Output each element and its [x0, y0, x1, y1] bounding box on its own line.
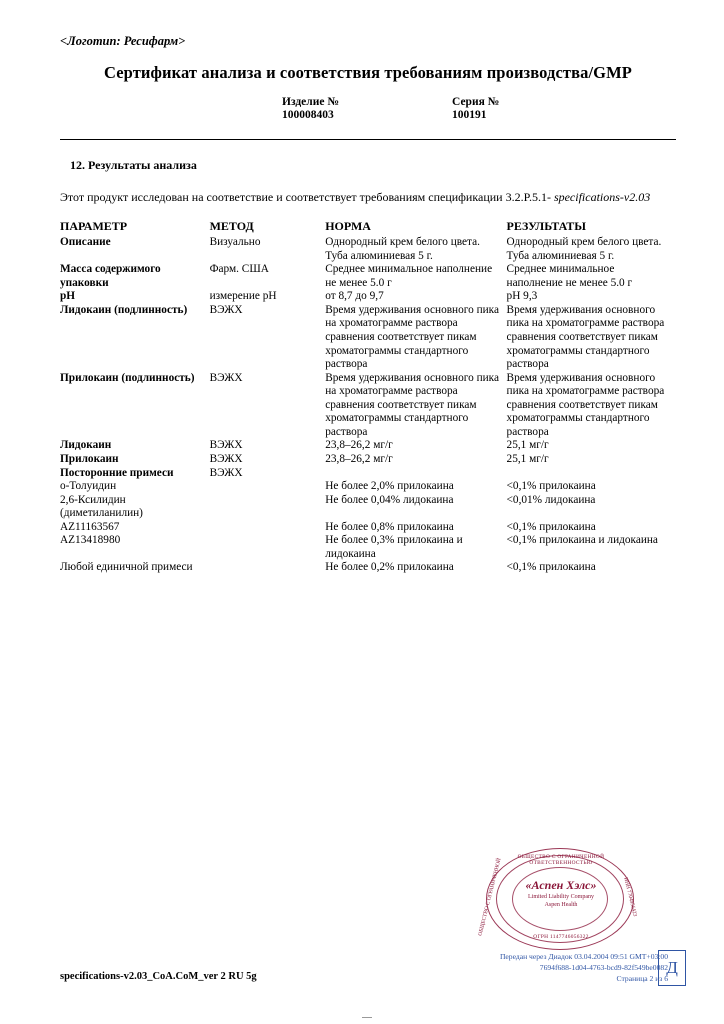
row-norm: Время удерживания основного пика на хроматограмме раствора сравнения соответствует пикам хроматограммы стандартного раствора: [325, 371, 499, 438]
row-result: [507, 467, 676, 481]
table-row: [60, 439, 676, 453]
seal-outer-ring: [486, 848, 634, 950]
page-title: Сертификат анализа и соответствия требованиям производства/GMP: [104, 63, 632, 82]
row-norm: Не более 0,2% прилокаина: [325, 561, 454, 574]
row-method: измерение pH: [209, 290, 277, 303]
intro-paragraph: [60, 189, 651, 205]
row-method: [210, 480, 326, 494]
row-result: <0,1% прилокаина и лидокаина: [506, 534, 658, 547]
product-number-block: [282, 96, 452, 121]
seal-subtitle-1: Limited Liability Company: [528, 894, 594, 900]
row-result: <0,1% прилокаина: [506, 561, 596, 574]
row-parameter: Любой единичной примеси: [60, 561, 193, 574]
row-method: Визуально: [209, 236, 261, 249]
row-result: Среднее минимальное наполнение не менее 5.0 г: [506, 263, 633, 289]
results-table: [60, 219, 676, 575]
row-method: ВЭЖХ: [209, 466, 243, 479]
transmission-line-2: 7694f688-1d04-4763-bcd9-82f549be0082: [539, 963, 668, 972]
column-header-norm: НОРМА: [325, 218, 371, 233]
batch-number-label: Серия №: [452, 95, 500, 108]
row-parameter: Прилокаин: [60, 452, 119, 465]
column-header-method: МЕТОД: [209, 218, 254, 233]
row-parameter: Масса содержимого упаковки: [60, 263, 161, 289]
table-row: [60, 372, 676, 440]
diadoc-stamp-icon: Д: [658, 950, 686, 986]
row-parameter: Лидокаин (подлинность): [60, 303, 188, 316]
seal-arc-left-text: ОБЩЕСТВО С ОГРАНИЧЕННОЙ: [477, 857, 503, 937]
batch-number-block: [452, 96, 622, 121]
table-row: [60, 263, 676, 290]
row-norm: [325, 467, 506, 481]
table-row: [60, 290, 676, 304]
intro-line-2: specifications-v2.03: [553, 189, 651, 204]
product-number-label: Изделие №: [282, 95, 339, 108]
table-row: [60, 453, 676, 467]
table-row: [60, 304, 676, 372]
seal-company-name: «Аспен Хэлс»: [525, 878, 597, 892]
row-method: [210, 521, 326, 535]
row-norm: от 8,7 до 9,7: [325, 290, 384, 303]
row-norm: Среднее минимальное наполнение не менее 5.0 г: [325, 263, 493, 289]
company-seal-stamp: [477, 848, 638, 952]
seal-subtitle-2: Aspen Health: [544, 902, 578, 908]
row-result: 25,1 мг/г: [506, 439, 549, 452]
row-norm: 23,8–26,2 мг/г: [325, 452, 393, 465]
row-method: Фарм. США: [209, 263, 269, 276]
table-row: [60, 561, 676, 575]
row-method: ВЭЖХ: [209, 452, 243, 465]
row-result: 25,1 мг/г: [506, 452, 549, 465]
header-divider: [60, 139, 676, 140]
intro-line-1: Этот продукт исследован на соответствие и соответствует требованиям спецификации 3.2.P.5.1-: [60, 189, 551, 204]
row-parameter: Описание: [60, 236, 111, 249]
row-parameter: 2,6-Ксилидин (диметиланилин): [60, 493, 143, 520]
row-norm: Однородный крем белого цвета. Туба алюминиевая 5 г.: [325, 236, 480, 262]
transmission-page-number: Страница 2 из 6: [616, 974, 668, 983]
row-method: [210, 494, 326, 521]
row-result: <0,1% прилокаина: [506, 480, 596, 493]
row-parameter: Лидокаин: [60, 439, 112, 452]
row-result: <0,01% лидокаина: [506, 493, 596, 506]
row-norm: Не более 0,3% прилокаина и лидокаина: [325, 534, 463, 560]
table-row: [60, 236, 676, 263]
identifiers-row: [60, 96, 676, 121]
row-parameter: Посторонние примеси: [60, 466, 174, 479]
table-row: [60, 521, 676, 535]
company-logo-placeholder: <Логотип: Ресифарм>: [60, 34, 186, 48]
row-parameter: AZ13418980: [60, 534, 121, 547]
row-result: Однородный крем белого цвета. Туба алюминиевая 5 г.: [506, 236, 662, 262]
row-result: Время удерживания основного пика на хроматограмме раствора сравнения соответствует пикам хроматограммы стандартного раствора: [506, 303, 665, 371]
row-result: <0,1% прилокаина: [506, 520, 596, 533]
table-row: [60, 494, 676, 521]
row-method: ВЭЖХ: [209, 371, 243, 384]
transmission-line-1: Передан через Диадок 03.04.2004 09:51 GMT+03:00: [499, 952, 668, 961]
row-method: [210, 534, 326, 561]
seal-arc-bottom-text: ОГРН 1147746056322: [533, 934, 589, 940]
row-norm: Не более 0,04% лидокаина: [325, 493, 454, 506]
row-norm: Не более 0,8% прилокаина: [325, 520, 454, 533]
section-title: 12. Результаты анализа: [70, 157, 197, 172]
row-result: pH 9,3: [506, 290, 538, 303]
footer-reference: specifications-v2.03_CoA.CoM_ver 2 RU 5g: [60, 971, 257, 982]
row-method: [210, 561, 326, 575]
table-row: [60, 534, 676, 561]
row-method: ВЭЖХ: [209, 439, 243, 452]
row-norm: Не более 2,0% прилокаина: [325, 480, 454, 493]
row-parameter: Прилокаин (подлинность): [60, 371, 195, 384]
column-header-parameter: ПАРАМЕТР: [60, 218, 128, 233]
row-parameter: AZ11163567: [60, 520, 120, 533]
row-method: ВЭЖХ: [209, 303, 243, 316]
row-norm: Время удерживания основного пика на хроматограмме раствора сравнения соответствует пикам хроматограммы стандартного раствора: [325, 303, 499, 371]
page-bottom-tick: [362, 1017, 372, 1018]
seal-arc-top-text: ОБЩЕСТВО С ОГРАНИЧЕННОЙ ОТВЕТСТВЕННОСТЬЮ: [517, 854, 605, 866]
row-parameter: рН: [60, 290, 76, 303]
table-row: [60, 467, 676, 481]
table-row: [60, 480, 676, 494]
seal-inner-ring: [512, 867, 608, 931]
product-number-value: 100008403: [282, 108, 334, 121]
seal-arc-right-text: ИНН 7704856423: [622, 876, 638, 918]
column-header-result: РЕЗУЛЬТАТЫ: [506, 218, 587, 233]
transmission-info: [500, 951, 668, 984]
row-parameter: о-Толуидин: [60, 480, 117, 493]
row-norm: 23,8–26,2 мг/г: [325, 439, 393, 452]
table-header-row: [60, 219, 676, 236]
batch-number-value: 100191: [452, 108, 487, 121]
row-result: Время удерживания основного пика на хроматограмме раствора сравнения соответствует пикам хроматограммы стандартного раствора: [506, 371, 665, 438]
seal-middle-ring: [496, 855, 624, 943]
